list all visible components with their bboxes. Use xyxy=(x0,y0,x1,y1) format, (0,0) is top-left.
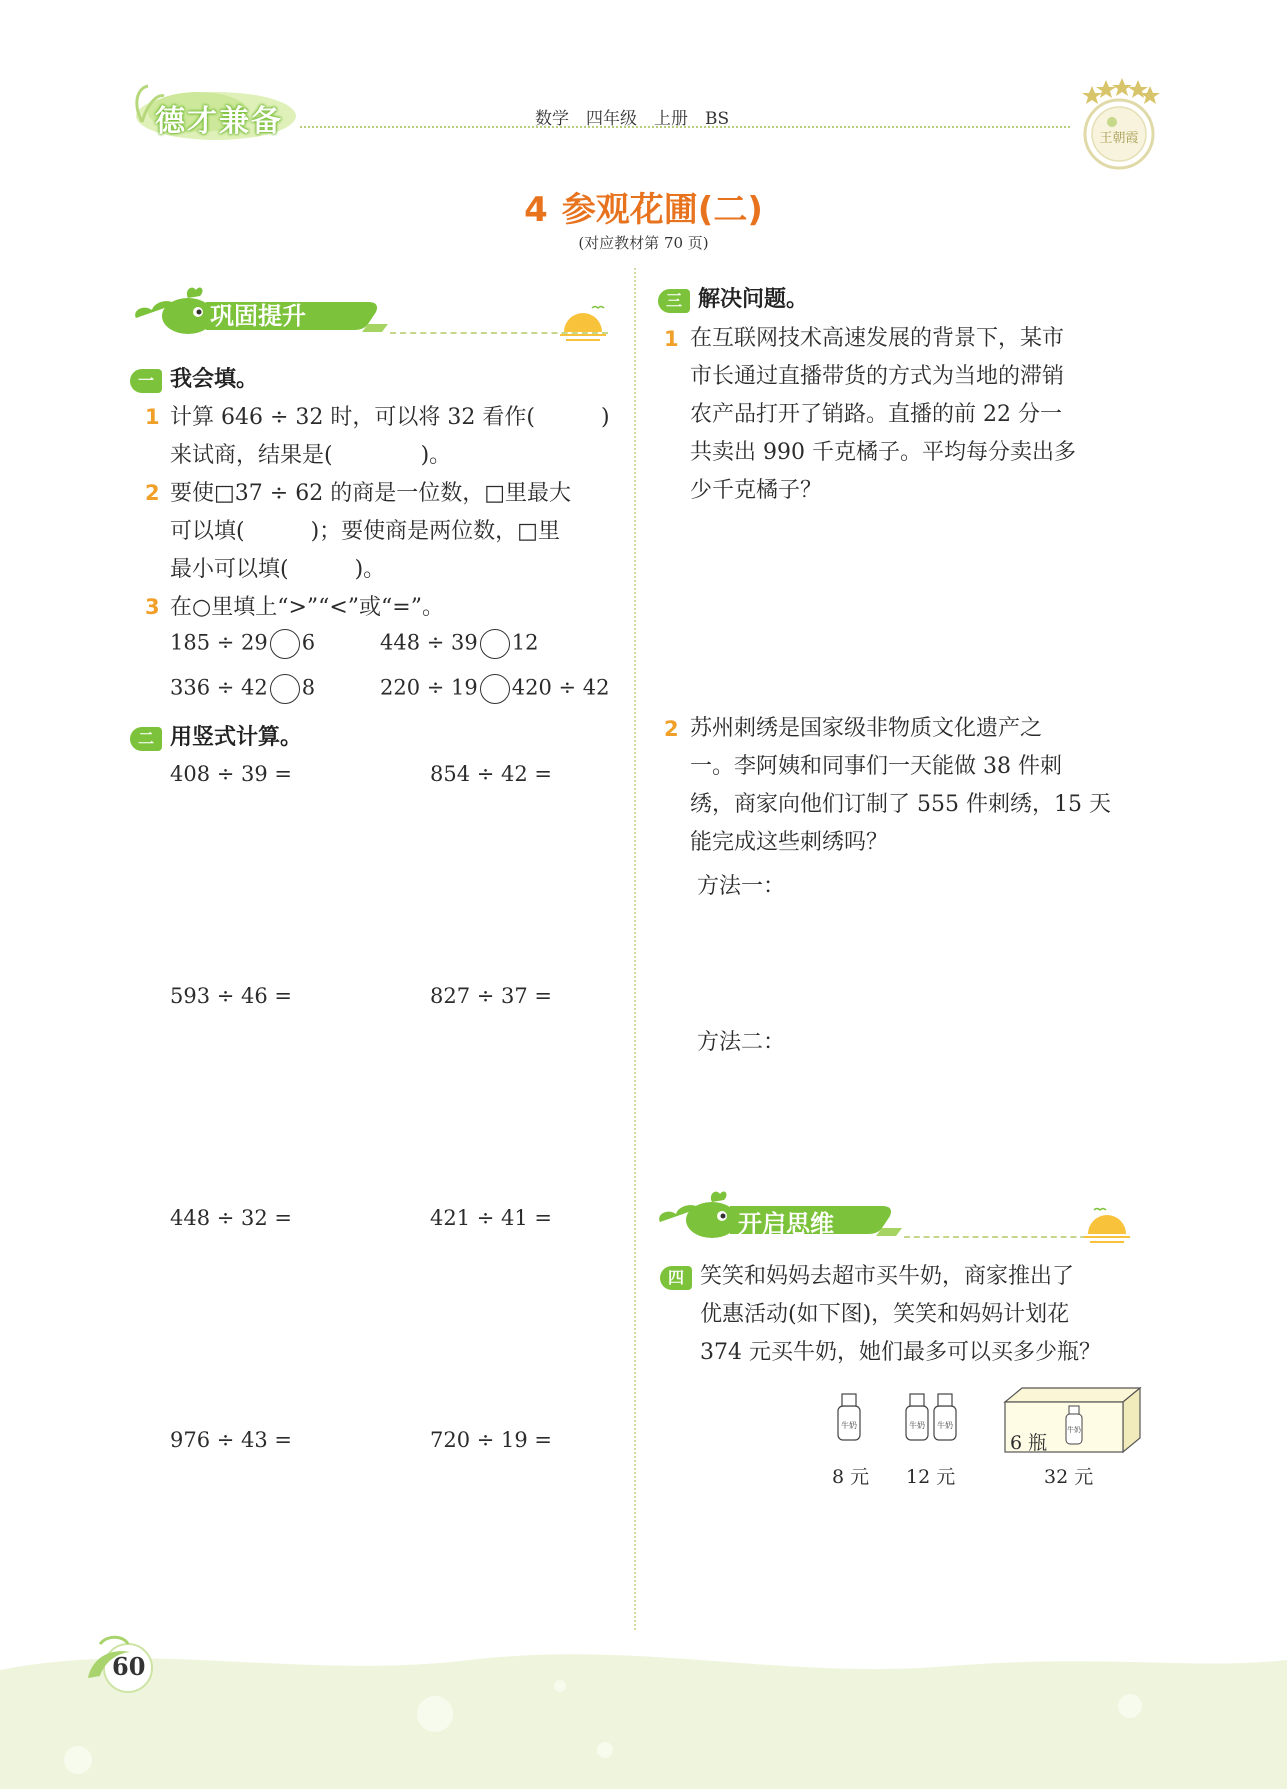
sun-icon xyxy=(1080,1204,1134,1248)
question-line: 要使□37 ÷ 62 的商是一位数，□里最大 xyxy=(170,481,571,506)
question-number: 1 xyxy=(664,327,679,351)
question-number: 2 xyxy=(664,717,679,741)
question-line: 可以填( )；要使商是两位数，□里 xyxy=(170,519,560,544)
milk-bottle-icon xyxy=(906,1394,956,1440)
compare-right: 8 xyxy=(301,675,316,700)
division-problem: 448 ÷ 32 = xyxy=(170,1206,293,1230)
bottle-label: 牛奶 xyxy=(1067,1426,1081,1434)
section-heading: 用竖式计算。 xyxy=(170,725,303,750)
compare-left: 185 ÷ 29 xyxy=(170,630,268,655)
bottle-label: 牛奶 xyxy=(909,1421,925,1430)
section-badge: 一 xyxy=(130,369,162,393)
question-number: 2 xyxy=(145,481,160,505)
answer-circle[interactable] xyxy=(270,674,300,704)
compare-right: 420 ÷ 42 xyxy=(511,675,610,700)
section-heading: 解决问题。 xyxy=(698,287,809,312)
question-line: 来试商，结果是( )。 xyxy=(170,443,452,468)
division-problem: 976 ÷ 43 = xyxy=(170,1428,293,1452)
division-problem: 720 ÷ 19 = xyxy=(430,1428,553,1452)
thinking-banner: 开启思维 xyxy=(738,1210,834,1238)
question-number: 1 xyxy=(145,405,160,429)
page-number: 60 xyxy=(112,1652,146,1681)
milk-offer-illustration xyxy=(830,1380,1150,1480)
question-line: 共卖出 990 千克橘子。平均每分卖出多 xyxy=(690,440,1076,465)
method-two-label: 方法二： xyxy=(697,1030,786,1055)
question-line: 能完成这些刺绣吗？ xyxy=(690,830,889,855)
method-one-label: 方法一： xyxy=(697,874,786,899)
compare-right: 6 xyxy=(301,630,316,655)
question-line: 最小可以填( )。 xyxy=(170,557,386,582)
section-badge: 二 xyxy=(130,727,162,751)
section-badge: 四 xyxy=(660,1266,692,1290)
question-line: 优惠活动(如下图)，笑笑和妈妈计划花 xyxy=(700,1302,1070,1327)
brand-logo-text: 德才兼备 xyxy=(155,104,283,139)
answer-circle[interactable] xyxy=(480,629,510,659)
question-number: 3 xyxy=(145,595,160,619)
seal-text: 王朝霞 xyxy=(1099,131,1139,146)
question-line: 一。李阿姨和同事们一天能做 38 件刺 xyxy=(690,754,1062,779)
compare-item xyxy=(170,629,315,659)
lesson-title: 参观花圃(二) xyxy=(561,190,763,230)
question-line: 苏州刺绣是国家级非物质文化遗产之 xyxy=(690,716,1043,741)
column-divider xyxy=(634,268,636,1630)
division-problem: 408 ÷ 39 = xyxy=(170,762,293,786)
compare-right: 12 xyxy=(511,630,539,655)
consolidation-banner: 巩固提升 xyxy=(210,302,306,330)
division-problem: 854 ÷ 42 = xyxy=(430,762,553,786)
question-line: 在○里填上“>”“<”或“=”。 xyxy=(170,595,444,620)
banner-rule xyxy=(904,1236,1096,1238)
price-label: 12 元 xyxy=(906,1466,956,1488)
division-problem: 421 ÷ 41 = xyxy=(430,1206,553,1230)
compare-item xyxy=(380,674,610,704)
compare-item xyxy=(380,629,539,659)
section-problem-solving xyxy=(658,282,808,313)
price-label: 32 元 xyxy=(1044,1466,1094,1488)
question-line: 在互联网技术高速发展的背景下，某市 xyxy=(690,326,1065,351)
compare-left: 336 ÷ 42 xyxy=(170,675,268,700)
textbook-reference: (对应教材第 70 页) xyxy=(578,234,709,252)
division-problem: 593 ÷ 46 = xyxy=(170,984,293,1008)
question-line: 374 元买牛奶，她们最多可以买多少瓶？ xyxy=(700,1340,1101,1365)
question-line: 计算 646 ÷ 32 时，可以将 32 看作( ) xyxy=(170,405,610,430)
price-label: 8 元 xyxy=(832,1466,870,1488)
question-line: 绣，商家向他们订制了 555 件刺绣，15 天 xyxy=(690,792,1111,817)
publisher-seal-icon xyxy=(1072,72,1162,172)
question-line: 笑笑和妈妈去超市买牛奶，商家推出了 xyxy=(700,1264,1075,1289)
answer-circle[interactable] xyxy=(270,629,300,659)
question-line: 市长通过直播带货的方式为当地的滞销 xyxy=(690,364,1065,389)
question-line: 农产品打开了销路。直播的前 22 分一 xyxy=(690,402,1062,427)
division-problem: 827 ÷ 37 = xyxy=(430,984,553,1008)
footer-wave-background xyxy=(0,1630,1287,1789)
compare-left: 220 ÷ 19 xyxy=(380,675,478,700)
bottle-label: 牛奶 xyxy=(937,1421,953,1430)
milk-bottle-icon xyxy=(838,1394,860,1440)
compare-item xyxy=(170,674,315,704)
sun-icon xyxy=(556,302,610,346)
box-label: 6 瓶 xyxy=(1010,1432,1048,1454)
compare-left: 448 ÷ 39 xyxy=(380,630,478,655)
section-fill-in xyxy=(130,362,258,393)
bottle-label: 牛奶 xyxy=(841,1421,857,1430)
section-badge: 三 xyxy=(658,289,690,313)
answer-circle[interactable] xyxy=(480,674,510,704)
page-title xyxy=(0,182,1287,231)
section-heading: 我会填。 xyxy=(170,367,259,392)
lesson-number: 4 xyxy=(524,190,548,230)
course-label: 数学 四年级 上册 BS xyxy=(535,109,730,129)
section-vertical-calculation xyxy=(130,720,302,751)
question-line: 少千克橘子？ xyxy=(690,478,823,503)
